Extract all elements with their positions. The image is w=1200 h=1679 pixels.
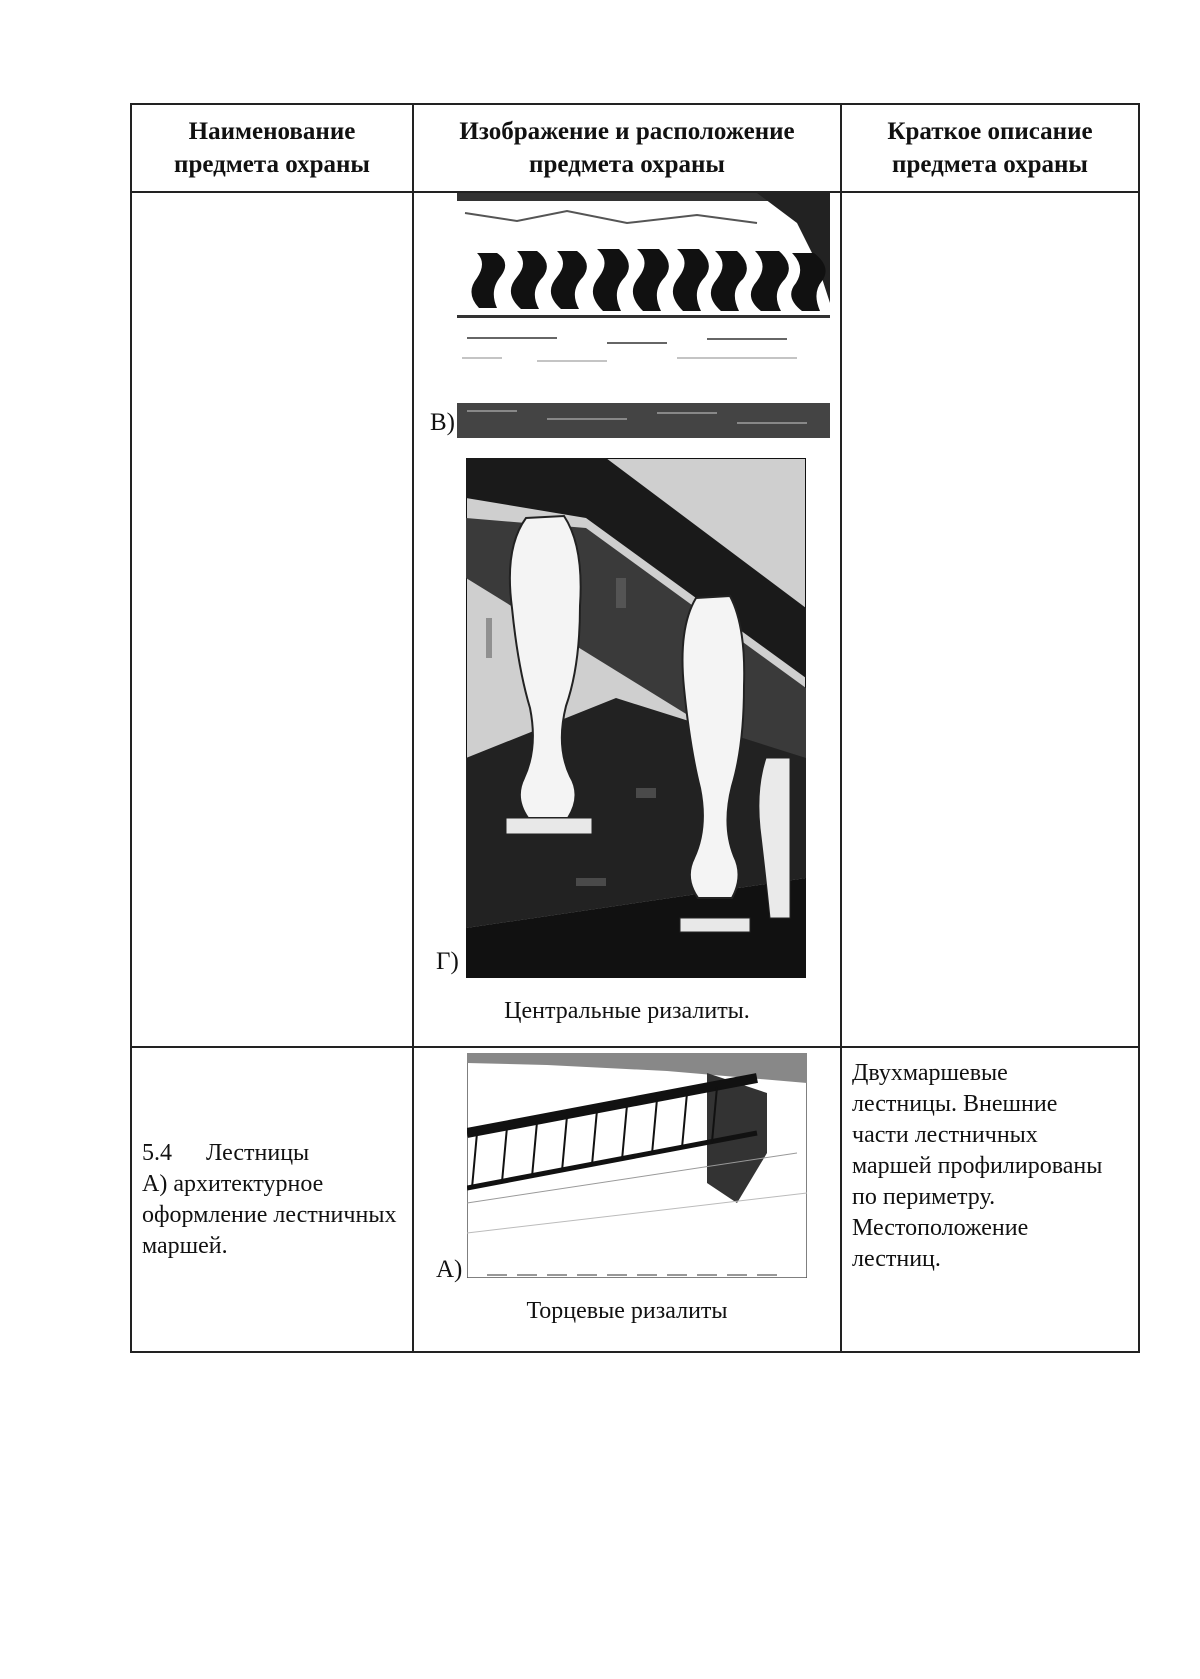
photo-label-g: Г) bbox=[436, 948, 459, 975]
table-bottom-border bbox=[130, 1351, 1140, 1353]
header-image: Изображение и расположение предмета охраны bbox=[459, 118, 795, 178]
table-top-border bbox=[130, 103, 1140, 105]
header-description: Краткое описание предмета охраны bbox=[887, 118, 1093, 178]
row2-name-number: 5.4 bbox=[142, 1140, 172, 1166]
balusters-photo-g bbox=[466, 458, 806, 978]
row2-name-detail: А) архитектурное оформление лестничных маршей. bbox=[142, 1171, 397, 1259]
row1-bottom-border bbox=[130, 1046, 1140, 1048]
row2-name-cell bbox=[142, 1138, 402, 1262]
row1-caption: Центральные ризалиты. bbox=[504, 998, 750, 1024]
column-divider-2 bbox=[840, 103, 842, 1353]
table-left-border bbox=[130, 103, 132, 1353]
balustrade-photo-v bbox=[457, 193, 830, 438]
protection-objects-table bbox=[130, 103, 1140, 1353]
photo-label-v: В) bbox=[430, 409, 455, 436]
row2-description: Двухмаршевые лестницы. Внешние части лестничных маршей профилированы по периметру. Местоположение лестниц. bbox=[852, 1060, 1103, 1272]
staircase-photo-a bbox=[467, 1053, 807, 1278]
table-right-border bbox=[1138, 103, 1140, 1353]
column-divider-1 bbox=[412, 103, 414, 1353]
photo-label-a: А) bbox=[436, 1256, 463, 1283]
row2-name-heading bbox=[142, 1138, 402, 1169]
row2-name-title: Лестницы bbox=[206, 1140, 310, 1166]
header-name: Наименование предмета охраны bbox=[174, 118, 370, 178]
row2-caption: Торцевые ризалиты bbox=[526, 1298, 728, 1324]
